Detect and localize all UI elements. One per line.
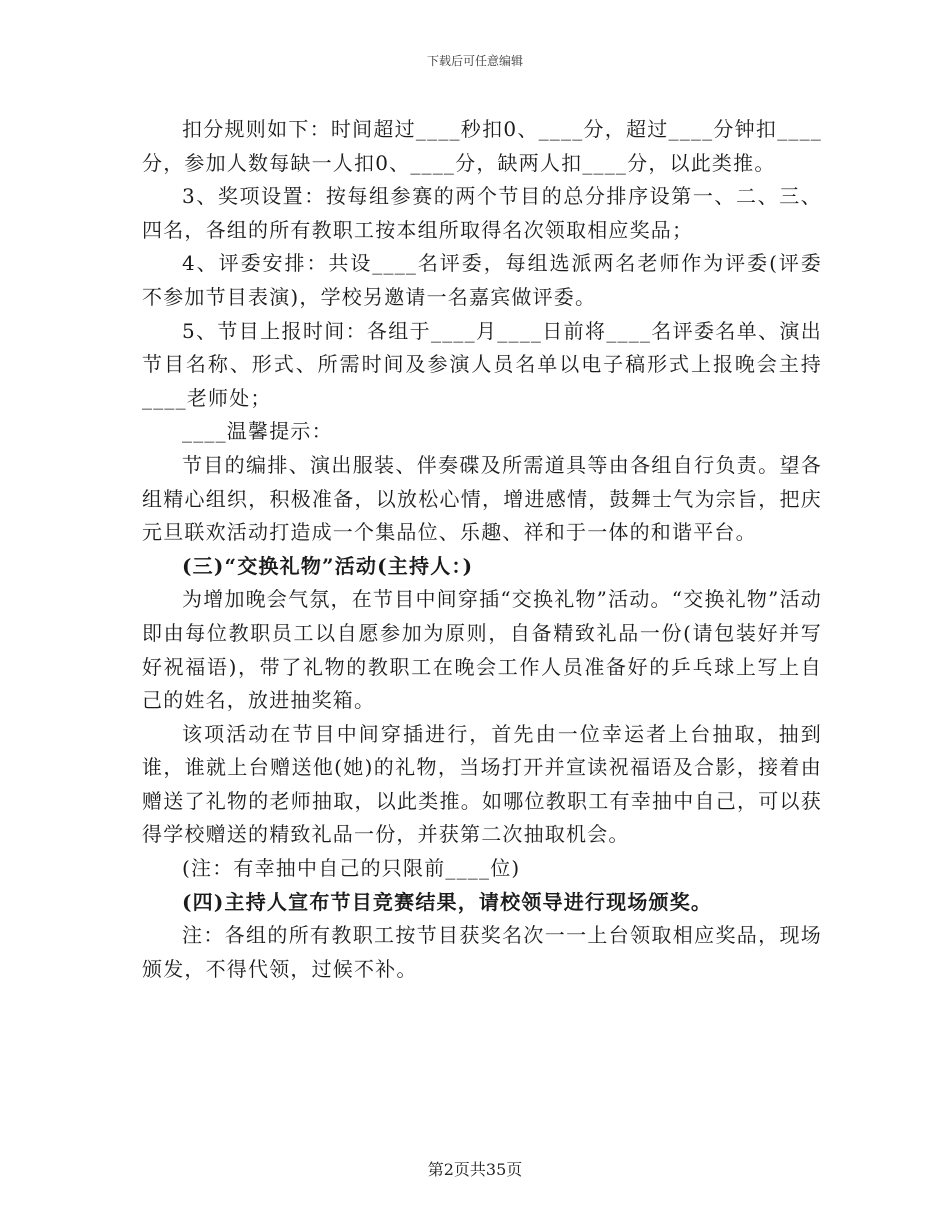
page-header: 下载后可任意编辑 bbox=[426, 54, 523, 68]
paragraph-submission-time: 5、节目上报时间：各组于____月____日前将____名评委名单、演出节目名称、形式、所需时间及参演人员名单以电子稿形式上报晚会主持____老师处； bbox=[142, 318, 822, 410]
paragraph-award-note: 注：各组的所有教职工按节目获奖名次一一上台领取相应奖品，现场颁发，不得代领，过候不补。 bbox=[142, 923, 822, 981]
section-heading-gift-exchange: (三)“交换礼物”活动(主持人：) bbox=[182, 553, 474, 578]
paragraph-awards: 3、奖项设置：按每组参赛的两个节目的总分排序设第一、二、三、四名，各组的所有教职工按本组所取得名次领取相应奖品； bbox=[142, 184, 822, 242]
page-number: 第2页共35页 bbox=[427, 1160, 523, 1179]
document-body bbox=[142, 113, 822, 986]
paragraph-drawing-process: 该项活动在节目中间穿插进行，首先由一位幸运者上台抽取，抽到谁，谁就上台赠送他(她)的礼物，当场打开并宣读祝福语及合影，接着由赠送了礼物的老师抽取，以此类推。如哪位教职工有幸抽中自己，可以获得学校赠送的精致礼品一份，并获第二次抽取机会。 bbox=[142, 721, 822, 847]
paragraph-note-limit: (注：有幸抽中自己的只限前____位) bbox=[182, 856, 521, 881]
paragraph-scoring-rules: 扣分规则如下：时间超过____秒扣0、____分，超过____分钟扣____分，参加人数每缺一人扣0、____分，缺两人扣____分，以此类推。 bbox=[142, 117, 822, 175]
paragraph-reminder: 节目的编排、演出服装、伴奏碟及所需道具等由各组自行负责。望各组精心组织，积极准备，以放松心情，增进感情，鼓舞士气为宗旨，把庆元旦联欢活动打造成一个集品位、乐趣、祥和于一体的和谐平台。 bbox=[142, 452, 822, 545]
paragraph-gift-exchange: 为增加晚会气氛，在节目中间穿插“交换礼物”活动。“交换礼物”活动即由每位教职员工以自愿参加为原则，自备精致礼品一份(请包装好并写好祝福语)，带了礼物的教职工在晚会工作人员准备好的乒乓球上写上自己的姓名，放进抽奖箱。 bbox=[142, 587, 822, 713]
paragraph-reminder-heading: ____温馨提示： bbox=[182, 419, 333, 444]
section-heading-results: (四)主持人宣布节目竞赛结果，请校领导进行现场颁奖。 bbox=[182, 889, 713, 914]
paragraph-judges: 4、评委安排：共设____名评委，每组选派两名老师作为评委(评委不参加节目表演)，学校另邀请一名嘉宾做评委。 bbox=[142, 251, 822, 309]
